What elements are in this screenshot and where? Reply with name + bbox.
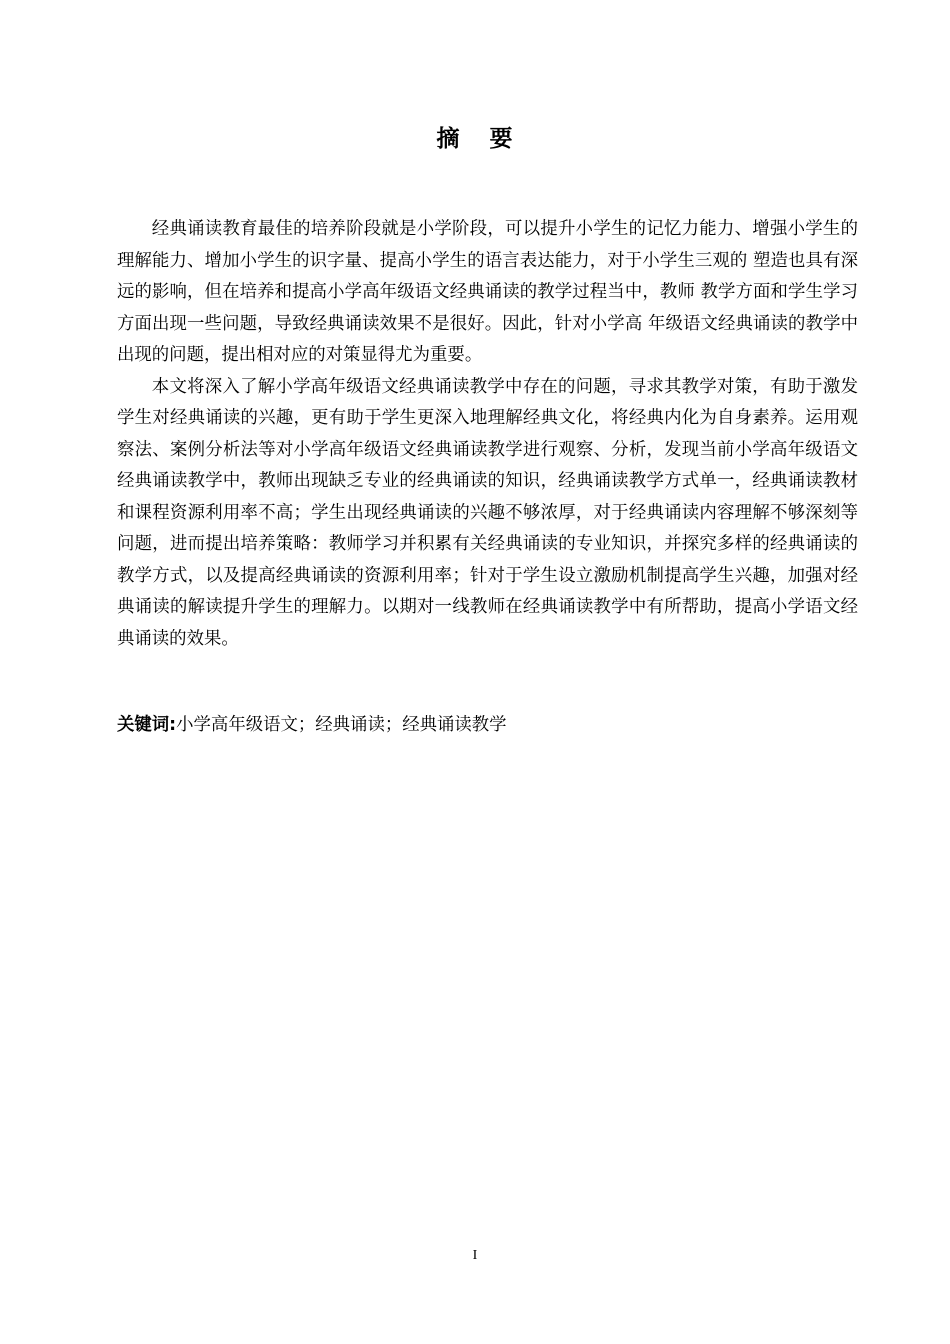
abstract-body <box>117 214 858 655</box>
abstract-paragraph-1: 经典诵读教育最佳的培养阶段就是小学阶段，可以提升小学生的记忆力能力、增强小学生的理解能力、增加小学生的识字量、提高小学生的语言表达能力，对于小学生三观的 塑造也具有深远的影响，但在培养和提高小学高年级语文经典诵读的教学过程当中，教师 教学方面和学生学习方面出现一些问题，导致经典诵读效果不是很好。因此，针对小学高 年级语文经典诵读的教学中出现的问题，提出相对应的对策显得尤为重要。 <box>117 219 858 365</box>
keywords-line <box>117 710 858 740</box>
keywords-label: 关键词: <box>117 715 177 735</box>
page-number: I <box>472 1248 478 1263</box>
keywords-value: 小学高年级语文；经典诵读；经典诵读教学 <box>176 715 507 735</box>
page-title: 摘 要 <box>436 126 514 152</box>
abstract-paragraph-2: 本文将深入了解小学高年级语文经典诵读教学中存在的问题，寻求其教学对策，有助于激发学生对经典诵读的兴趣，更有助于学生更深入地理解经典文化，将经典内化为自身素养。运用观察法、案例分析法等对小学高年级语文经典诵读教学进行观察、分析，发现当前小学高年级语文经典诵读教学中，教师出现缺乏专业的经典诵读的知识，经典诵读教学方式单一，经典诵读教材和课程资源利用率不高；学生出现经典诵读的兴趣不够浓厚，对于经典诵读内容理解不够深刻等问题，进而提出培养策略：教师学习并积累有关经典诵读的专业知识，并探究多样的经典诵读的教学方式，以及提高经典诵读的资源利用率；针对于学生设立激励机制提高学生兴趣，加强对经典诵读的解读提升学生的理解力。以期对一线教师在经典诵读教学中有所帮助，提高小学语文经典诵读的效果。 <box>117 376 858 649</box>
